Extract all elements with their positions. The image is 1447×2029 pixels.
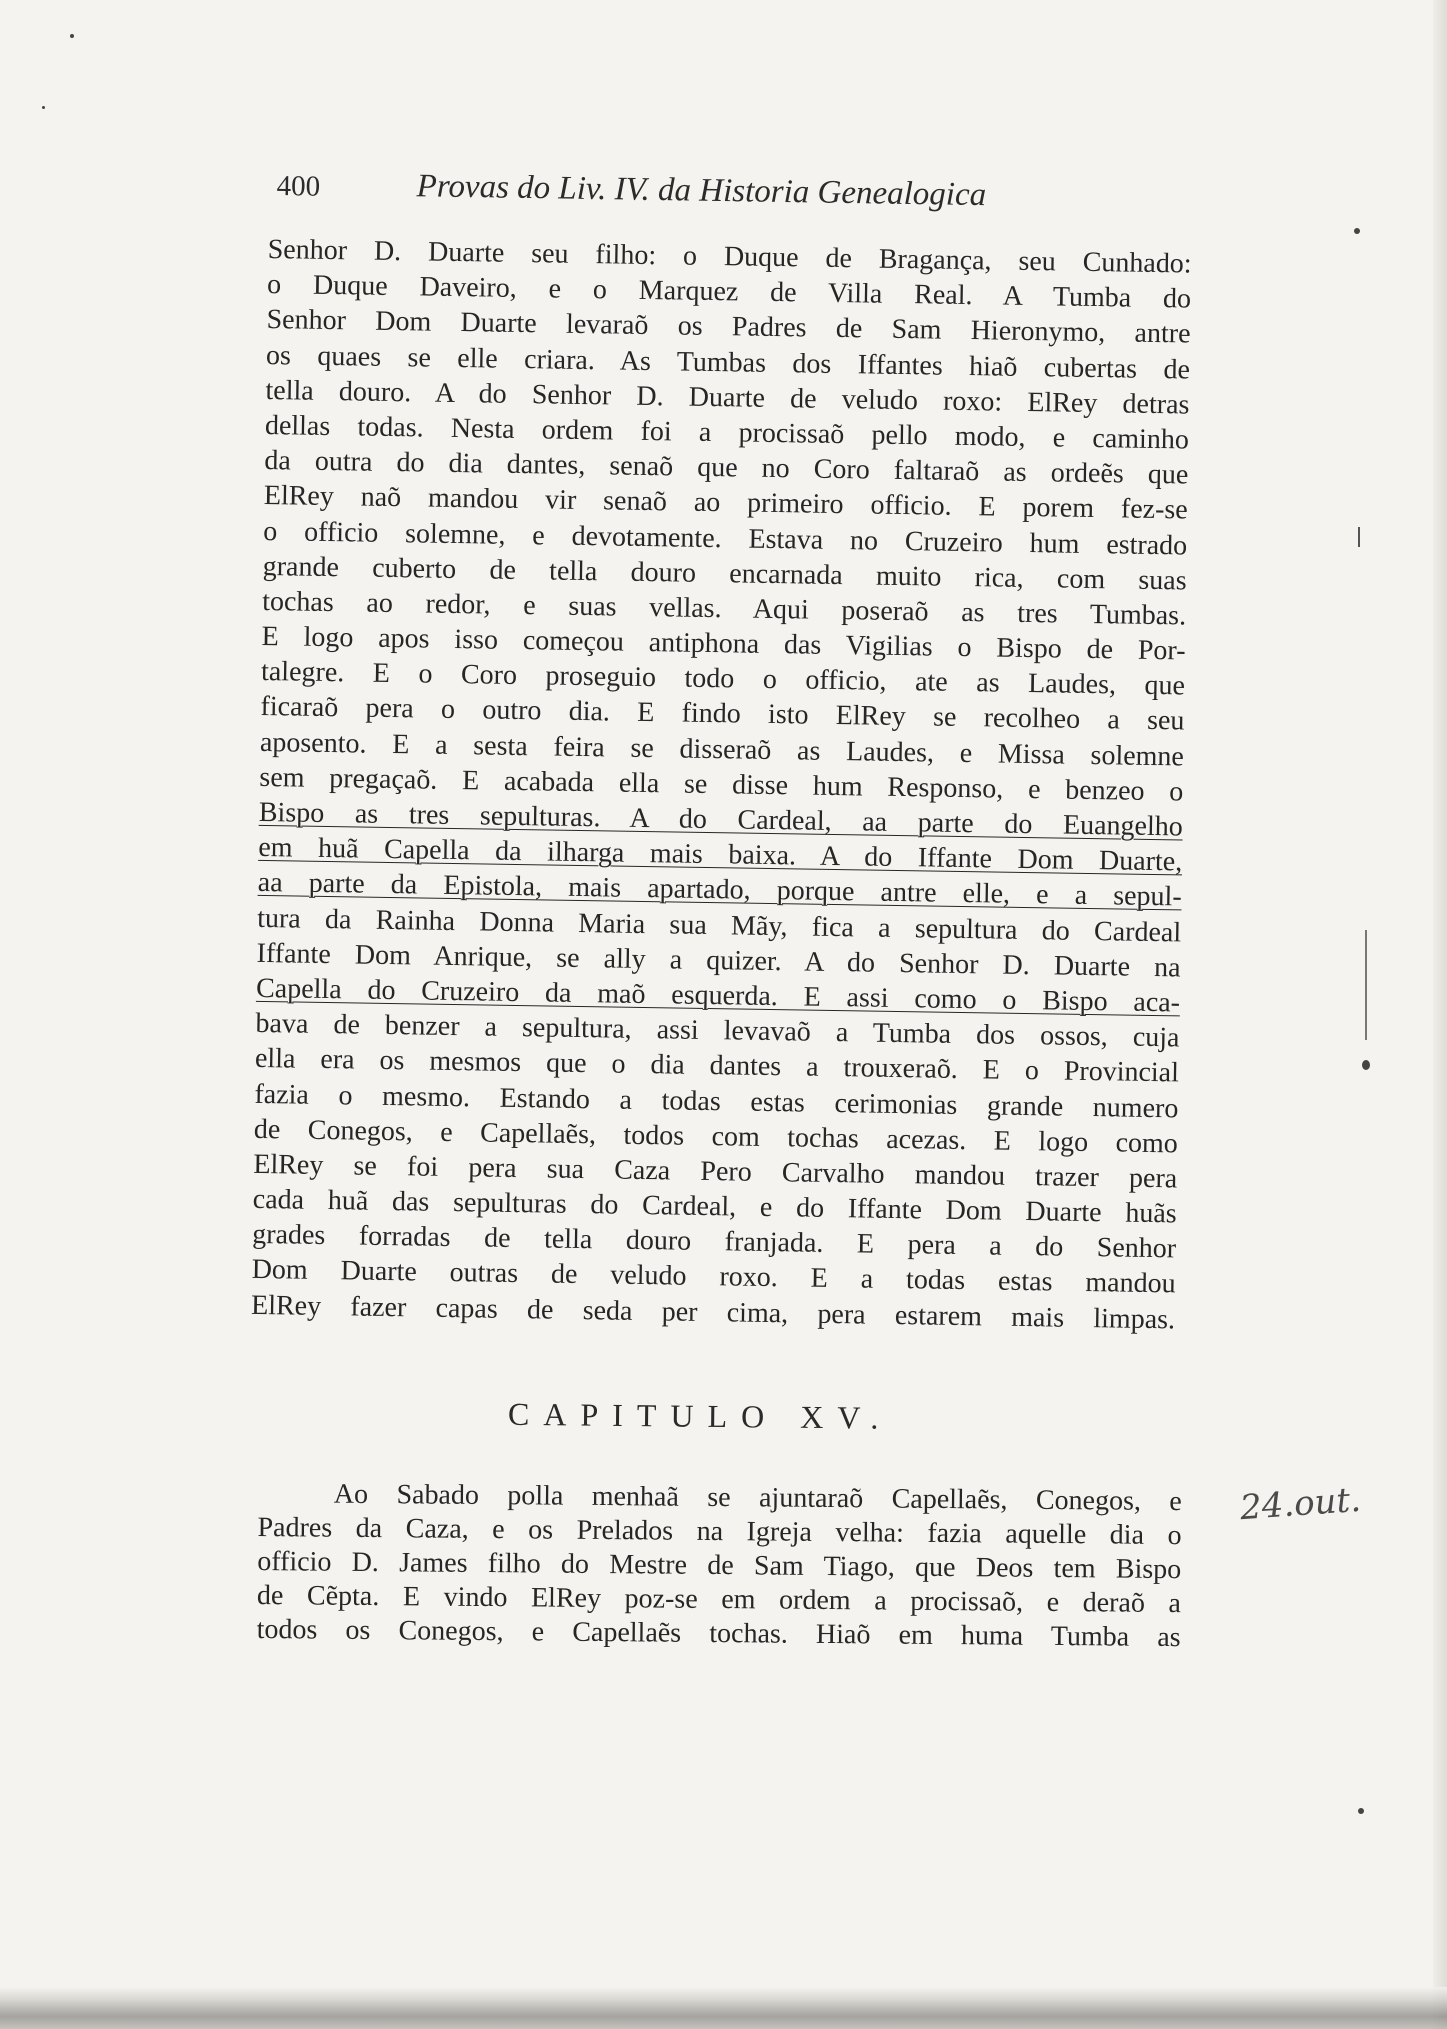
text-line: grande cuberto de tella douro encarnada muito rica, com suas — [262, 550, 1187, 597]
text-line: ficaraõ pera o outro dia. E findo isto ElRey se recolheo a seu — [260, 691, 1185, 737]
scan-bottom-edge — [0, 1987, 1447, 2029]
text-line: officio D. James filho do Mestre de Sam Tiago, que Deos tem Bispo — [257, 1545, 1182, 1586]
text-line: o officio solemne, e devotamente. Estava no Cruzeiro hum estrado — [263, 515, 1188, 561]
text-line: sem pregaçaõ. E acabada ella se disse hum Responso, e benzeo o — [259, 761, 1184, 808]
text-line-underlined: Bispo as tres sepulturas. A do Cardeal, aa parte do Euangelho — [258, 796, 1184, 843]
text-line: tella douro. A do Senhor D. Duarte de veludo roxo: ElRey detras — [265, 374, 1190, 421]
page-header — [276, 166, 1057, 228]
main-text-block — [251, 232, 1192, 1337]
scan-speck — [1362, 1060, 1370, 1070]
text-line: aposento. E a sesta feira se disseraõ as Laudes, e Missa solemne — [259, 726, 1185, 773]
handwritten-margin-note: 24.out. — [1238, 1479, 1363, 1529]
page-number: 400 — [276, 169, 321, 203]
running-title: Provas do Liv. IV. da Historia Genealogica — [416, 168, 987, 214]
text-line: Senhor Dom Duarte levaraõ os Padres de Sam Hieronymo, antre — [266, 304, 1191, 350]
text-line: dellas todas. Nesta ordem foi a procissaõ pello modo, e caminho — [264, 409, 1190, 456]
scan-speck — [1354, 228, 1360, 234]
text-line: E logo apos isso começou antiphona das Vigilias o Bispo de Por- — [261, 621, 1186, 667]
text-line: grades forradas de tella douro franjada. E pera a do Senhor — [252, 1219, 1177, 1265]
margin-mark — [1365, 930, 1367, 1040]
text-line-underlined: Capella do Cruzeiro da maõ esquerda. E assi como o Bispo aca- — [255, 972, 1181, 1019]
text-line: cada huã das sepulturas do Cardeal, e do Iffante Dom Duarte huãs — [252, 1183, 1177, 1230]
text-line: fazia o mesmo. Estando a todas estas cerimonias grande numero — [254, 1078, 1179, 1124]
text-line: os quaes se elle criara. As Tumbas dos Iffantes hiaõ cubertas de — [265, 339, 1191, 386]
text-line: bava de benzer a sepultura, assi levavaõ a Tumba dos ossos, cuja — [255, 1008, 1180, 1054]
text-line: todos os Conegos, e Capellaẽs tochas. Hiaõ em huma Tumba as — [256, 1613, 1181, 1654]
scan-speck — [70, 34, 74, 38]
chapter-text-block — [257, 1477, 1182, 1655]
text-line: Ao Sabado polla menhaã se ajuntaraõ Capellaẽs, Conegos, e — [333, 1478, 1182, 1518]
text-line: de Conegos, e Capellaẽs, todos com tochas acezas. E logo como — [253, 1113, 1179, 1160]
chapter-heading: CAPITULO XV. — [507, 1395, 893, 1436]
margin-mark — [1358, 527, 1360, 547]
text-line: Senhor D. Duarte seu filho: o Duque de Bragança, seu Cunhado: — [267, 233, 1192, 280]
text-line: ElRey naõ mandou vir senaõ ao primeiro officio. E porem fez-se — [263, 480, 1188, 526]
scan-speck — [1358, 1808, 1364, 1814]
text-line: tochas ao redor, e suas vellas. Aqui poseraõ as tres Tumbas. — [261, 585, 1187, 632]
text-line: Padres da Caza, e os Prelados na Igreja velha: fazia aquelle dia o — [257, 1511, 1182, 1552]
text-line-underlined: em huã Capella da ilharga mais baixa. A do Iffante Dom Duarte, — [258, 832, 1183, 878]
page-right-edge-shadow — [1433, 0, 1447, 2029]
text-line: tura da Rainha Donna Maria sua Mãy, fica a sepultura do Cardeal — [256, 902, 1182, 948]
text-line: da outra do dia dantes, senaõ que no Coro faltaraõ as ordeẽs que — [264, 445, 1189, 491]
text-line: Dom Duarte outras de veludo roxo. E a todas estas mandou — [251, 1254, 1176, 1300]
text-line: de Cẽpta. E vindo ElRey poz-se em ordem a procissaõ, e deraõ a — [256, 1579, 1182, 1620]
text-line: ElRey se foi pera sua Caza Pero Carvalho mandou trazer pera — [253, 1148, 1178, 1195]
scan-speck — [42, 106, 45, 109]
text-line: Iffante Dom Anrique, se ally a quizer. A do Senhor D. Duarte na — [256, 937, 1181, 984]
text-line: o Duque Daveiro, e o Marquez de Villa Real. A Tumba do — [266, 269, 1192, 315]
text-line-underlined: aa parte da Epistola, mais apartado, porque antre elle, e a sepul- — [257, 867, 1182, 913]
text-line: ella era os mesmos que o dia dantes a trouxeraõ. E o Provincial — [254, 1043, 1180, 1089]
text-line: ElRey fazer capas de seda per cima, pera estarem mais limpas. — [250, 1289, 1176, 1336]
text-line: talegre. E o Coro proseguio todo o officio, ate as Laudes, que — [260, 656, 1186, 702]
